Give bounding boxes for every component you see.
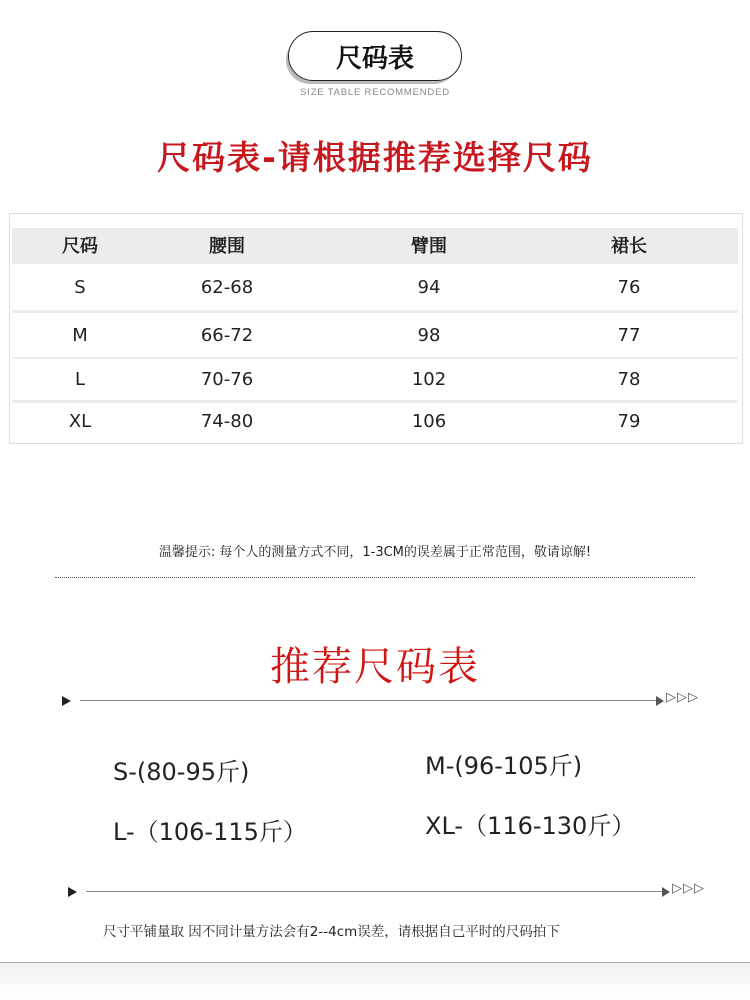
cell-skirt-length: 77 (617, 324, 641, 346)
cell-arm: 98 (417, 324, 441, 346)
weight-size-s: S-(80-95斤) (113, 758, 250, 786)
cell-skirt-length: 79 (617, 410, 641, 432)
arrow-head-icon (656, 696, 664, 706)
badge-subtitle: SIZE TABLE RECOMMENDED (300, 87, 450, 98)
table-row (12, 313, 738, 357)
play-arrow-icon (68, 887, 77, 897)
cell-arm: 94 (417, 276, 441, 298)
size-table-badge (288, 31, 462, 81)
arrow-head-icon (662, 887, 670, 897)
col-header-arm: 臂围 (411, 236, 447, 257)
cell-waist: 74-80 (200, 410, 254, 432)
triple-arrow-icon: ▷▷▷ (666, 690, 699, 705)
table-row (12, 359, 738, 400)
dotted-divider (55, 577, 695, 578)
measurement-tip: 温馨提示: 每个人的测量方式不同，1-3CM的误差属于正常范围，敬请谅解! (158, 545, 592, 560)
cell-waist: 62-68 (200, 276, 254, 298)
arrow-divider-bottom (68, 881, 708, 900)
measurement-note: 尺寸平铺量取 因不同计量方法会有2--4cm误差，请根据自己平时的尺码拍下 (103, 924, 560, 940)
recommend-title: 推荐尺码表 (270, 644, 480, 690)
cell-size: XL (68, 410, 92, 432)
triple-arrow-icon: ▷▷▷ (672, 881, 705, 896)
col-header-waist: 腰围 (209, 236, 245, 257)
weight-size-xl: XL-（116-130斤） (425, 812, 636, 840)
cell-size: S (74, 276, 86, 298)
arrow-divider-top (62, 690, 702, 709)
cell-size: M (72, 324, 88, 346)
cell-size: L (74, 369, 86, 390)
weight-size-m: M-(96-105斤) (425, 752, 583, 780)
table-row (12, 403, 738, 439)
page-headline: 尺码表-请根据推荐选择尺码 (157, 138, 593, 177)
cell-arm: 106 (411, 410, 447, 432)
col-header-skirt-length: 裙长 (611, 236, 647, 257)
badge-label: 尺码表 (335, 43, 414, 74)
cell-arm: 102 (411, 369, 447, 390)
table-header-row (12, 228, 738, 262)
play-arrow-icon (62, 696, 71, 706)
cell-skirt-length: 76 (617, 276, 641, 298)
cell-skirt-length: 78 (617, 369, 641, 390)
weight-size-l: L-（106-115斤） (113, 818, 307, 846)
table-row (12, 264, 738, 310)
cell-waist: 70-76 (200, 369, 254, 390)
cell-waist: 66-72 (200, 324, 254, 346)
col-header-size: 尺码 (62, 236, 98, 257)
